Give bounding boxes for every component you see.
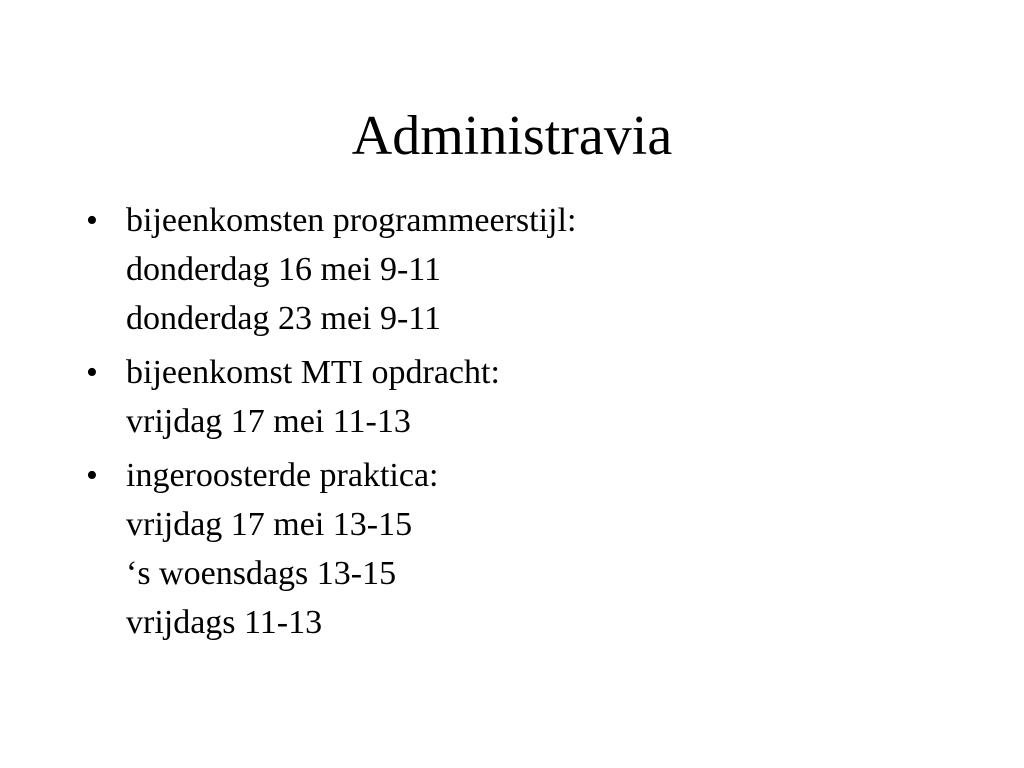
bullet-line: bijeenkomst MTI opdracht: [126,354,500,391]
bullet-marker: • [86,457,98,494]
bullet-line: bijeenkomsten programmeerstijl: [126,202,577,239]
bullet-item-3 [86,451,966,647]
bullet-list [86,196,966,652]
bullet-marker: • [86,202,98,239]
bullet-item-1 [86,196,966,343]
bullet-line: ingeroosterde praktica: [126,457,439,494]
bullet-line: ‘s woensdags 13-15 [126,555,397,592]
bullet-line: vrijdag 17 mei 11-13 [126,403,411,440]
bullet-item-2 [86,348,966,446]
bullet-marker: • [86,354,98,391]
bullet-line: vrijdag 17 mei 13-15 [126,506,413,543]
bullet-line: vrijdags 11-13 [126,604,323,641]
bullet-line: donderdag 16 mei 9-11 [126,251,442,288]
slide-title: Administravia [351,105,673,167]
bullet-line: donderdag 23 mei 9-11 [126,300,442,337]
